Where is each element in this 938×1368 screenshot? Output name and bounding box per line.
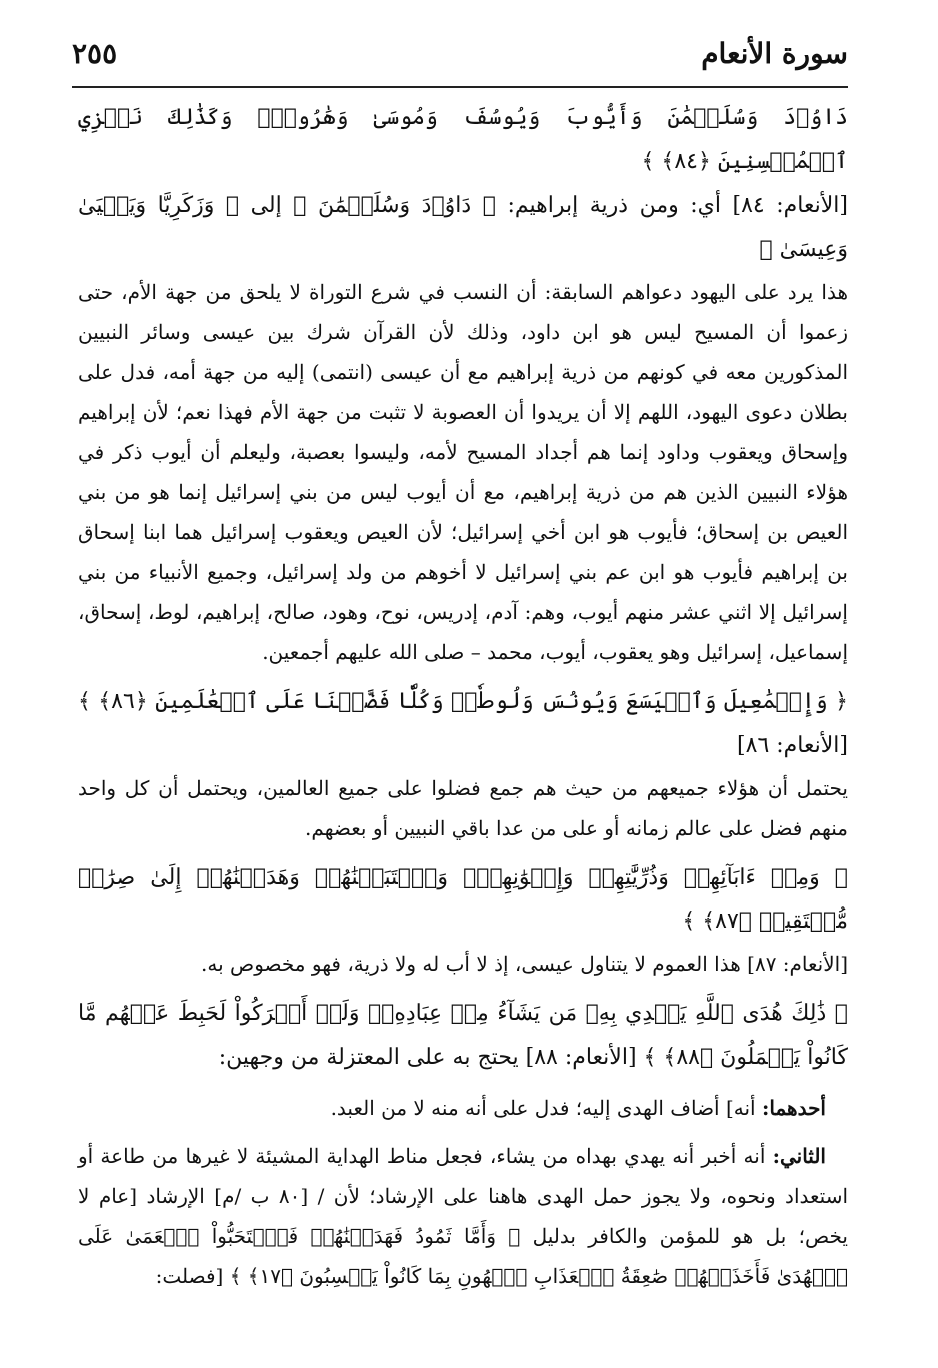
point-two-label: الثاني: bbox=[772, 1144, 826, 1168]
header-rule bbox=[72, 86, 848, 88]
verse-paragraph-88: ﴿ ذَٰلِكَ هُدَى ٱللَّهِ يَهۡدِي بِهِۦ مَن يَشَآءُ مِنۡ عِبَادِهِۦۚ وَلَوۡ أَشۡرَكُواْ لَحَبِطَ عَنۡهُم مَّا كَانُواْ يَعۡمَلُونَ ﴿٨٨﴾ ﴾ [الأنعام: ٨٨] يحتج به على المعتزلة من وجهين: bbox=[78, 1001, 848, 1070]
point-one-paragraph bbox=[78, 1088, 848, 1128]
spacer bbox=[78, 1080, 848, 1088]
spacer bbox=[78, 848, 848, 856]
verse-paragraph-84: دَاوُۥدَ وَسُلَيۡمَٰنَ وَأَيُّوبَ وَيُوسُفَ وَمُوسَىٰ وَهَٰرُونَۚ وَكَذَٰلِكَ نَجۡزِي ٱلۡمُحۡسِنِينَ ﴿٨٤﴾ ﴾ bbox=[78, 105, 848, 174]
commentary-paragraph-2: يحتمل أن هؤلاء جميعهم من حيث هم جمع فضلوا على جميع العالمين، ويحتمل أن كل واحد منهم فضل على عالم زمانه أو على من عدا باقي النبيين أو بعضهم. bbox=[78, 776, 848, 840]
spacer bbox=[78, 984, 848, 992]
point-two-text: أنه أخبر أنه يهدي بهداه من يشاء، فجعل مناط الهداية المشيئة لا غيرها من طاعة أو استعداد ونحوه، ولا يجوز حمل الهدى هاهنا على الإرشاد؛ لأن / [٨٠ ب /م] الإرشاد [عام لا يخص؛ بل هو للمؤمن والكافر بدليل ﴿ وَأَمَّا ثَمُودُ فَهَدَيۡنَٰهُمۡ فَٱسۡتَحَبُّواْ ٱلۡعَمَىٰ عَلَى ٱلۡهُدَىٰ فَأَخَذَتۡهُمۡ صَٰعِقَةُ ٱلۡعَذَابِ ٱلۡهُونِ بِمَا كَانُواْ يَكۡسِبُونَ ﴿١٧﴾ ﴾ [فصلت: bbox=[78, 1144, 849, 1288]
spacer bbox=[78, 1128, 848, 1136]
page-number: ٢٥٥ bbox=[72, 37, 118, 70]
point-one-text: أنه] أضاف الهدى إليه؛ فدل على أنه منه لا من العبد. bbox=[330, 1096, 762, 1120]
commentary-paragraph-1: هذا يرد على اليهود دعواهم السابقة: أن النسب في شرع التوراة لا يلحق من جهة الأم، حتى زعموا أن المسيح ليس هو ابن داود، وذلك لأن القرآن شرك بين عيسى وسائر النبيين المذكورين معه في كونهم من ذرية إبراهيم مع أن عيسى (انتمى) إليه من جهة أمه، فدل على بطلان دعوى اليهود، اللهم إلا أن يريدوا أن العصوبة لا تثبت من جهة الأم فهذا نعم؛ لأن إبراهيم وإسحاق ويعقوب وداود إنما هم أجداد المسيح لأمه، وليسوا بعصبة، وليعلم أن أيوب ذكر في هؤلاء النبيين الذين هم من ذرية إبراهيم، مع أن أيوب ليس من بني إسرائيل إنما هو من بني العيص بن إسحاق؛ فأيوب هو ابن أخي إسرائيل؛ لأن العيص ويعقوب إسرائيل هما ابنا إسحاق بن إبراهيم فأيوب هو ابن عم بني إسرائيل لا أخوهم من ولد إسرائيل، وجميع الأنبياء من بني إسرائيل إلا اثني عشر منهم أيوب، وهم: آدم، إدريس، نوح، وهود، صالح، إبراهيم، لوط، إسحاق، إسماعيل، إسرائيل وهو يعقوب، أيوب، محمد – صلى الله عليهم أجمعين. bbox=[78, 280, 848, 664]
verse-paragraph-86: ﴿ وَإِسۡمَٰعِيلَ وَٱلۡيَسَعَ وَيُونُسَ وَلُوطٗاۚ وَكُلّٗا فَضَّلۡنَا عَلَى ٱلۡعَٰلَمِينَ ﴿٨٦﴾ ﴾ [الأنعام: ٨٦] bbox=[78, 689, 848, 758]
verse-paragraph-87: ﴿ وَمِنۡ ءَابَآئِهِمۡ وَذُرِّيَّٰتِهِمۡ وَإِخۡوَٰنِهِمۡۖ وَٱجۡتَبَيۡنَٰهُمۡ وَهَدَيۡنَٰهُمۡ إِلَىٰ صِرَٰطٖ مُّسۡتَقِيمٖ ﴿٨٧﴾ ﴾ bbox=[78, 865, 848, 934]
page-header bbox=[72, 26, 848, 86]
page-content bbox=[78, 96, 848, 1296]
spacer bbox=[78, 672, 848, 680]
commentary-paragraph-3: [الأنعام: ٨٧] هذا العموم لا يتناول عيسى، إذ لا أب له ولا ذرية، فهو مخصوص به. bbox=[201, 952, 848, 976]
point-one-label: أحدهما: bbox=[761, 1096, 826, 1120]
point-two-paragraph bbox=[78, 1136, 848, 1296]
verse-reference-84: [الأنعام: ٨٤] أي: ومن ذرية إبراهيم: ﴿ دَاوُۥدَ وَسُلَيۡمَٰنَ ﴾ إلى ﴿ وَزَكَرِيَّا وَيَحۡيَىٰ وَعِيسَىٰ ﴾ bbox=[78, 193, 848, 262]
surah-title: سورة الأنعام bbox=[701, 37, 848, 70]
